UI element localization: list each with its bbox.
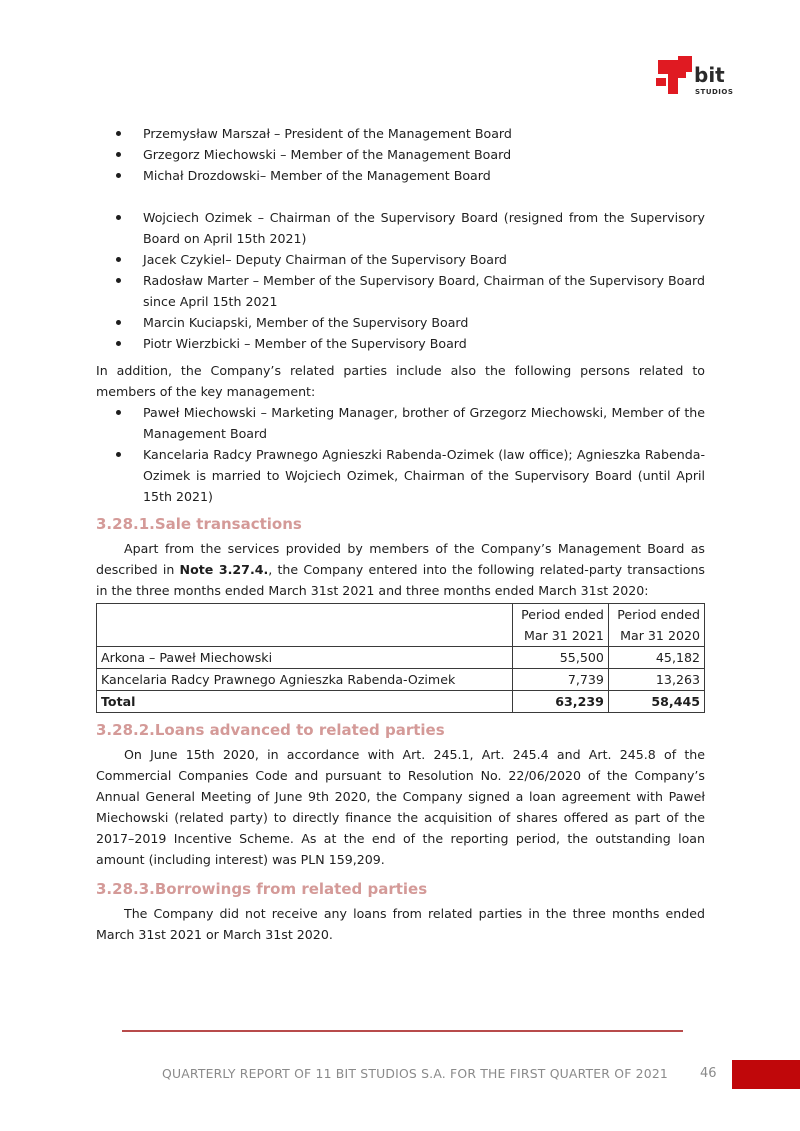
svg-text:STUDIOS: STUDIOS: [695, 88, 734, 96]
list-item: Grzegorz Miechowski – Member of the Management Board: [96, 144, 705, 165]
total-value-2020: 58,445: [608, 691, 704, 713]
section-heading-sale: 3.28.1.Sale transactions: [96, 515, 302, 533]
list-item: Piotr Wierzbicki – Member of the Supervisory Board: [96, 333, 705, 354]
table-total-row: [97, 691, 705, 713]
list-item: Marcin Kuciapski, Member of the Supervisory Board: [96, 312, 705, 333]
management-list: [96, 123, 705, 186]
borrowings-paragraph: The Company did not receive any loans from related parties in the three months ended March 31st 2021 or March 31st 2020.: [96, 906, 705, 942]
header-line: Mar 31 2021: [524, 628, 604, 643]
related-persons-list: [96, 402, 705, 507]
table-row: [97, 669, 705, 691]
row-value-2020: 45,182: [608, 647, 704, 669]
table-header-row: [97, 604, 705, 647]
loans-paragraph: On June 15th 2020, in accordance with Art. 245.1, Art. 245.4 and Art. 245.8 of the Commercial Companies Code and pursuant to Resolution No. 22/06/2020 of the Company’s Annual General Meeting of June 9th 2020, the Company signed a loan agreement with Paweł Miechowski (related party) to directly finance the acquisition of shares offered as part of the 2017–2019 Incentive Scheme. As at the end of the reporting period, the outstanding loan amount (including interest) was PLN 159,209.: [96, 747, 705, 867]
sale-paragraph: [96, 538, 705, 601]
sale-text-after: , the Company entered into the following related-party transactions in the three months ended March 31st 2021 and three months ended March 31st 2020:: [96, 562, 705, 598]
list-item: Wojciech Ozimek – Chairman of the Supervisory Board (resigned from the Supervisory Board on April 15th 2021): [96, 207, 705, 249]
list-item: Kancelaria Radcy Prawnego Agnieszki Rabenda-Ozimek (law office); Agnieszka Rabenda-Ozimek is married to Wojciech Ozimek, Chairman of the Supervisory Board (until April 15th 2021): [96, 444, 705, 507]
note-reference: Note 3.27.4.: [179, 562, 269, 577]
list-item: Radosław Marter – Member of the Supervisory Board, Chairman of the Supervisory Board since April 15th 2021: [96, 270, 705, 312]
row-value-2020: 13,263: [608, 669, 704, 691]
supervisory-list: [96, 207, 705, 354]
list-item: Paweł Miechowski – Marketing Manager, brother of Grzegorz Miechowski, Member of the Management Board: [96, 402, 705, 444]
list-item: Przemysław Marszał – President of the Management Board: [96, 123, 705, 144]
page-number: 46: [700, 1066, 717, 1081]
total-value-2021: 63,239: [512, 691, 608, 713]
header-line: Period ended: [521, 607, 604, 622]
row-value-2021: 55,500: [512, 647, 608, 669]
row-value-2021: 7,739: [512, 669, 608, 691]
svg-text:bit: bit: [694, 63, 725, 87]
section-heading-loans: 3.28.2.Loans advanced to related parties: [96, 721, 445, 739]
sale-text-before: Apart from the services provided by members of the Company’s Management Board as described in: [96, 541, 705, 577]
table-header-2021: [512, 604, 608, 647]
table-row: [97, 647, 705, 669]
sale-transactions-table: [96, 603, 705, 713]
header-line: Mar 31 2020: [620, 628, 700, 643]
company-logo: [656, 54, 736, 98]
page-content: [96, 123, 705, 945]
section-heading-borrowings: 3.28.3.Borrowings from related parties: [96, 880, 428, 898]
list-item: Michał Drozdowski– Member of the Management Board: [96, 165, 705, 186]
related-intro: In addition, the Company’s related parties include also the following persons related to members of the key management:: [96, 363, 705, 399]
footer-divider: [122, 1030, 683, 1032]
row-name: Arkona – Paweł Miechowski: [97, 647, 513, 669]
list-item: Jacek Czykiel– Deputy Chairman of the Supervisory Board: [96, 249, 705, 270]
footer-title: QUARTERLY REPORT OF 11 BIT STUDIOS S.A. FOR THE FIRST QUARTER OF 2021: [162, 1066, 668, 1081]
row-name: Kancelaria Radcy Prawnego Agnieszka Rabenda-Ozimek: [97, 669, 513, 691]
table-header-empty: [97, 604, 513, 647]
header-line: Period ended: [617, 607, 700, 622]
footer-corner-block: [732, 1060, 800, 1089]
table-header-2020: [608, 604, 704, 647]
total-label: Total: [97, 691, 513, 713]
